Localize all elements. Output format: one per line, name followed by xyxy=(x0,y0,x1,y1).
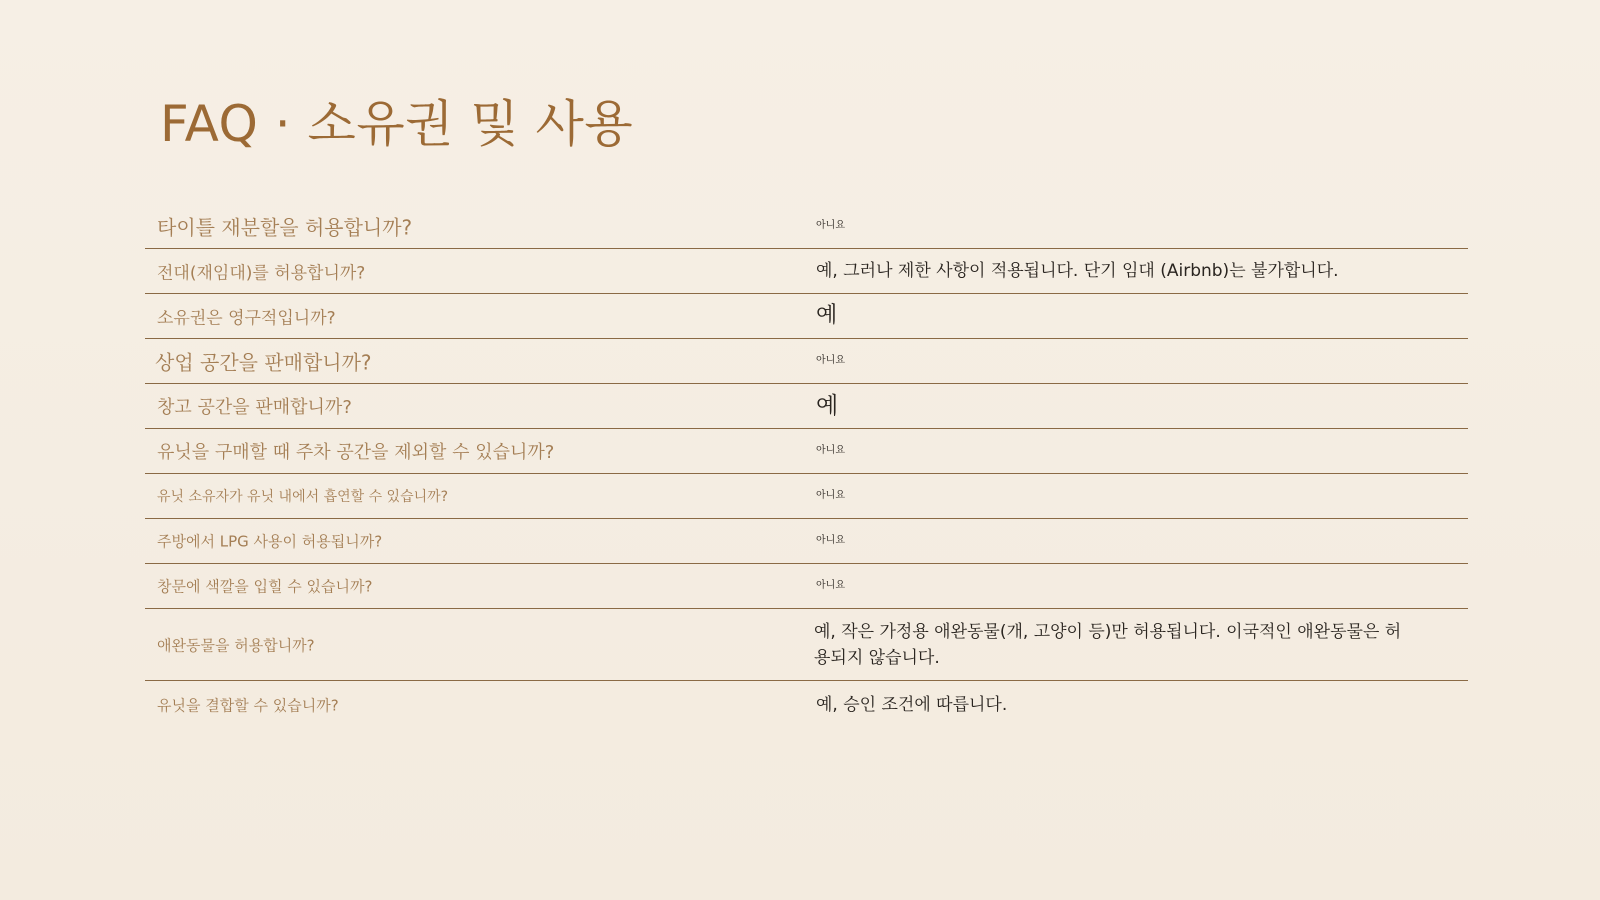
faq-question: 유닛을 결합할 수 있습니까? xyxy=(157,696,339,715)
faq-answer: 아니요 xyxy=(816,580,845,591)
faq-answer: 예 xyxy=(816,303,838,328)
faq-question: 타이틀 재분할을 허용합니까? xyxy=(157,215,413,240)
faq-row xyxy=(145,564,1468,609)
faq-question: 전대(재임대)를 허용합니까? xyxy=(157,263,366,284)
faq-question: 유닛을 구매할 때 주차 공간을 제외할 수 있습니까? xyxy=(157,442,555,463)
faq-answer: 예, 작은 가정용 애완동물(개, 고양이 등)만 허용됩니다. 이국적인 애완동물은 허용되지 않습니다. xyxy=(814,621,1402,668)
faq-question: 애완동물을 허용합니까? xyxy=(157,636,315,654)
faq-row xyxy=(145,519,1468,564)
faq-answer: 아니요 xyxy=(816,490,845,501)
faq-answer: 예, 승인 조건에 따릅니다. xyxy=(816,695,1008,715)
faq-row xyxy=(145,294,1468,339)
faq-row xyxy=(145,384,1468,429)
faq-answer: 아니요 xyxy=(816,535,845,546)
faq-row xyxy=(145,474,1468,519)
faq-table xyxy=(145,204,1468,729)
faq-answer: 아니요 xyxy=(816,355,845,366)
faq-question: 창고 공간을 판매합니까? xyxy=(157,397,352,418)
faq-question: 상업 공간을 판매합니까? xyxy=(155,350,372,375)
page-title: FAQ · 소유권 및 사용 xyxy=(160,95,634,153)
faq-row xyxy=(145,609,1468,681)
faq-answer: 예, 그러나 제한 사항이 적용됩니다. 단기 임대 (Airbnb)는 불가합니다. xyxy=(816,261,1339,281)
faq-row xyxy=(145,681,1468,729)
faq-row xyxy=(145,204,1468,249)
faq-question: 주방에서 LPG 사용이 허용됩니까? xyxy=(157,532,383,551)
faq-answer: 예 xyxy=(816,393,839,419)
faq-row xyxy=(145,429,1468,474)
faq-question: 소유권은 영구적입니까? xyxy=(157,308,336,329)
faq-row xyxy=(145,249,1468,294)
faq-answer: 아니요 xyxy=(816,220,845,231)
faq-question: 창문에 색깔을 입힐 수 있습니까? xyxy=(157,577,373,596)
faq-answer: 아니요 xyxy=(816,445,845,456)
faq-question: 유닛 소유자가 유닛 내에서 흡연할 수 있습니까? xyxy=(157,489,449,505)
faq-row xyxy=(145,339,1468,384)
